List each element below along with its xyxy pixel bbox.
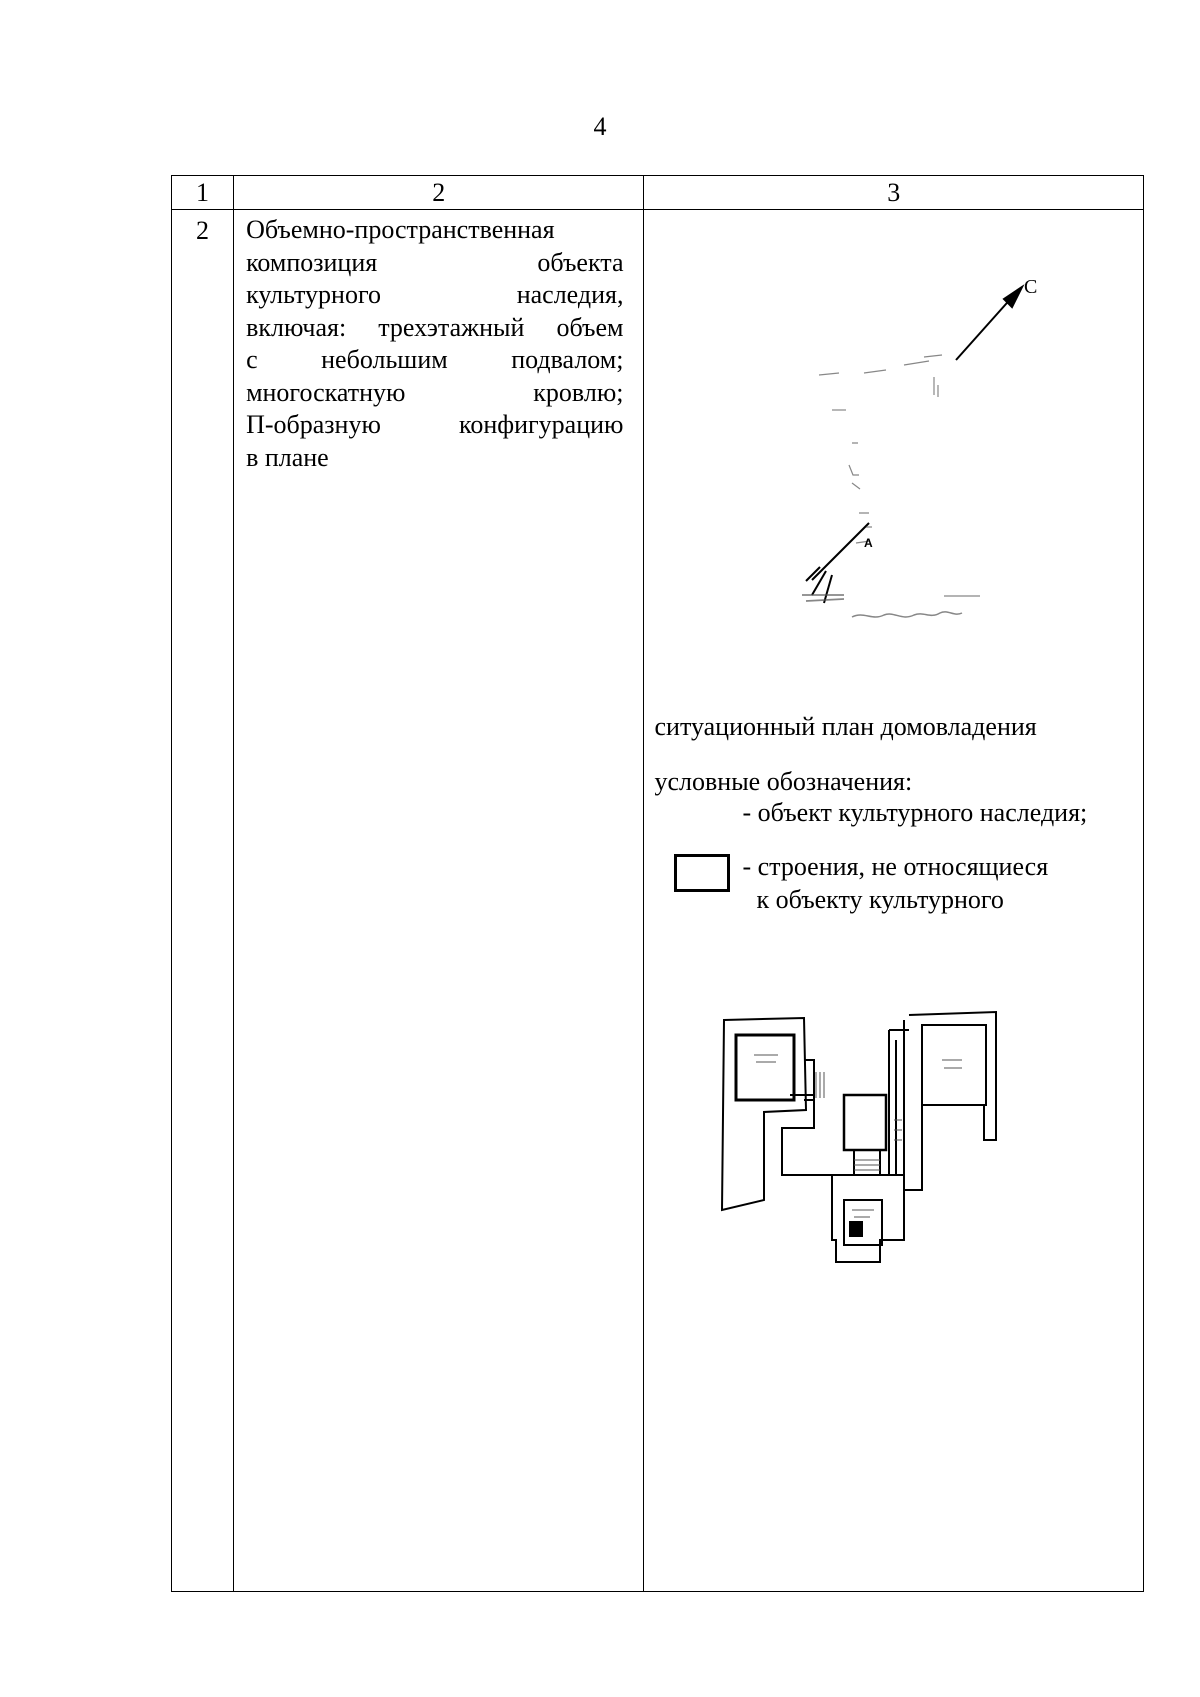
description-line: в плане [246, 442, 329, 472]
illustration-cell [644, 210, 1144, 1592]
description-line: многоскатную кровлю; [246, 377, 624, 407]
fork-tine [812, 571, 826, 595]
legend-item-other-buildings: - строения, не относящиеся [742, 852, 1049, 881]
annex-black-square [850, 1222, 862, 1236]
bottom-annex-outline [832, 1175, 904, 1262]
row-number: 2 [172, 210, 234, 1592]
header-col-1: 1 [172, 176, 234, 210]
legend-item-other-buildings-cont: к объекту культурного [756, 885, 1004, 914]
monument-table [171, 175, 1144, 1592]
marker-a: А [864, 536, 874, 550]
description-line: П-образную конфигурацию [246, 410, 624, 439]
description-line: Объемно-пространственная [246, 215, 555, 244]
page-number: 4 [593, 112, 607, 141]
site-plan-drawing [724, 265, 1064, 625]
north-letter: С [1024, 276, 1038, 298]
legend-rectangle-icon [674, 854, 730, 892]
legend-item-heritage: - объект культурного наследия; [742, 798, 1088, 827]
table-header-row [172, 176, 1144, 210]
situational-plan-label: ситуационный план домовладения [654, 712, 1037, 741]
central-block [844, 1095, 886, 1150]
description-line: с небольшим подвалом; [246, 345, 624, 374]
description-line: культурного наследия, [246, 280, 624, 309]
description-text [234, 210, 643, 474]
north-arrow-line [956, 295, 1014, 360]
right-wing-room [922, 1025, 986, 1105]
description-line: включая: трехэтажный объем [246, 312, 624, 342]
table-row [172, 210, 1144, 1592]
south-arrow-line [812, 523, 869, 580]
header-col-2: 2 [234, 176, 644, 210]
description-line: композиция объекта [246, 247, 624, 277]
legend-title: условные обозначения: [654, 767, 913, 796]
floor-plan-drawing [704, 1000, 1024, 1290]
left-wing-room [736, 1035, 794, 1100]
header-col-3: 3 [644, 176, 1144, 210]
description-cell [234, 210, 644, 1592]
right-wing-outline [904, 1012, 996, 1190]
